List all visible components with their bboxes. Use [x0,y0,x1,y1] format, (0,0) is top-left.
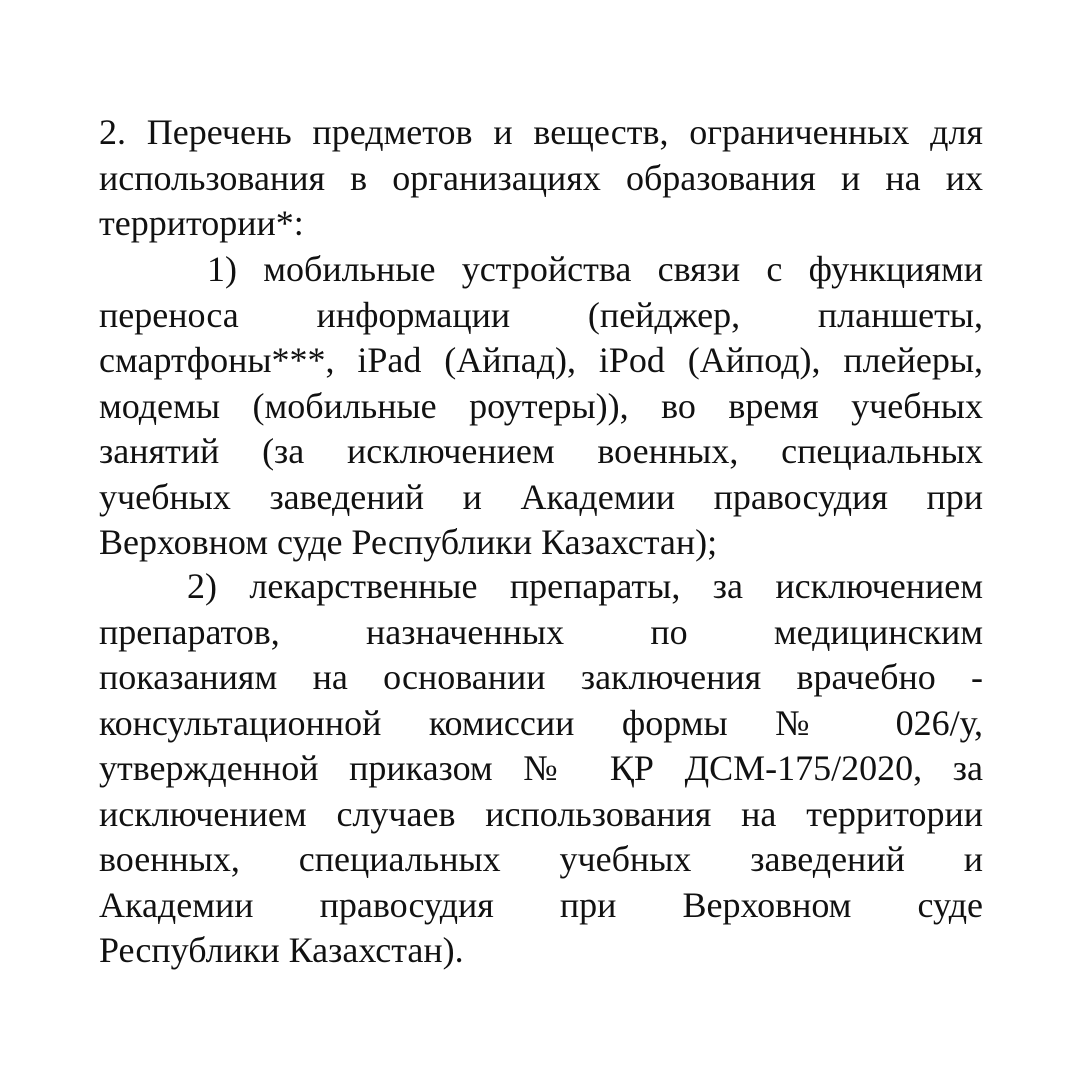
item-line: военных, специальных учебных заведений и [99,839,983,879]
item-line: смартфоны***, iPad (Айпад), iPod (Айпод), плейеры, [99,340,983,380]
list-item-2 [99,564,983,974]
item-line: 2) лекарственные препараты, за исключением [187,566,983,606]
heading-line: 2. Перечень предметов и веществ, ограниченных для [99,112,983,152]
item-line: показаниям на основании заключения врачебно - [99,657,983,697]
item-line: Академии правосудия при Верховном суде [99,884,983,925]
item-line: 1) мобильные устройства связи с функциями [207,249,983,289]
item-line: Республики Казахстан). [99,930,464,970]
item-line: утвержденной приказом № ҚР ДСМ-175/2020, за [99,748,983,788]
section-heading [99,110,983,247]
heading-line: территории*: [99,203,304,243]
item-line: Верховном суде Республики Казахстан); [99,522,718,562]
item-line: консультационной комиссии формы № 026/у, [99,702,983,743]
list-item-1 [99,247,983,566]
item-line: модемы (мобильные роутеры)), во время учебных [99,385,983,426]
heading-line: использования в организациях образования и на их [99,157,983,198]
item-line: исключением случаев использования на территории [99,793,983,834]
item-line: учебных заведений и Академии правосудия при [99,476,983,517]
item-line: препаратов, назначенных по медицинским [99,611,983,652]
item-line: переноса информации (пейджер, планшеты, [99,294,983,335]
item-line: занятий (за исключением военных, специальных [99,431,983,471]
